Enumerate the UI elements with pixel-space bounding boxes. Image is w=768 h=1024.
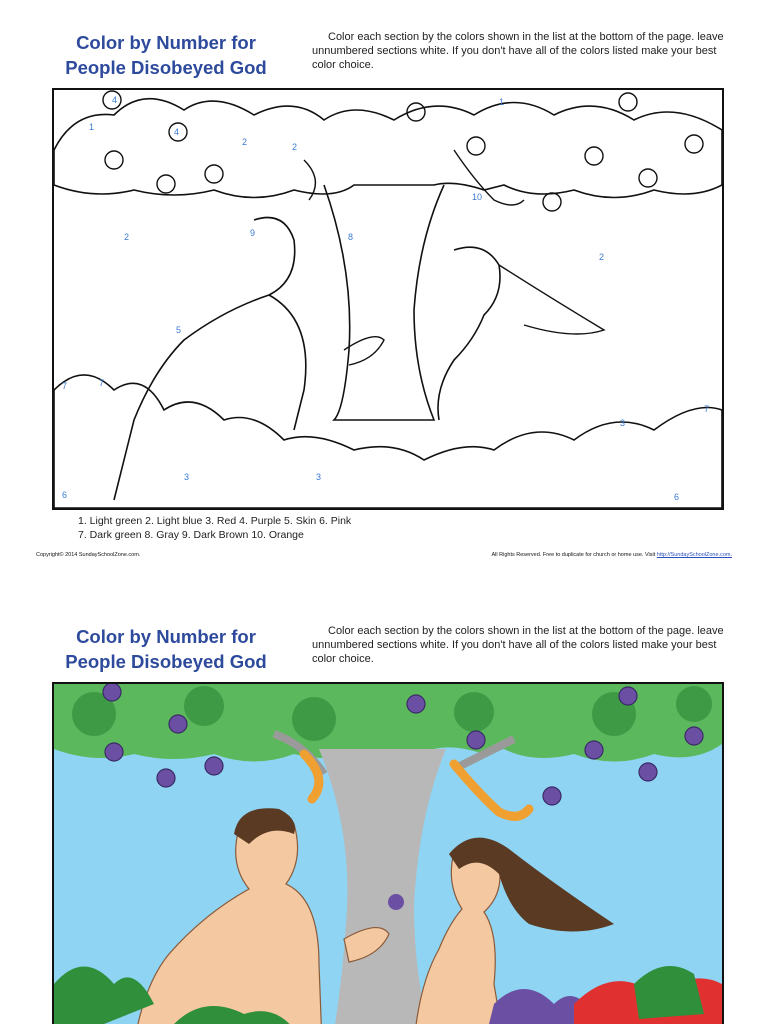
area-number: 1 [499, 97, 505, 107]
area-number: 2 [124, 232, 130, 242]
area-number: 9 [250, 228, 256, 238]
area-number: 1 [89, 122, 95, 132]
area-number: 5 [176, 325, 182, 335]
line-art-illustration [54, 90, 722, 508]
area-number: 2 [599, 252, 605, 262]
area-number: 3 [184, 472, 190, 482]
website-link[interactable]: http://SundaySchoolZone.com. [656, 552, 732, 558]
instructions [312, 624, 732, 666]
line-art-frame [52, 88, 724, 510]
area-number: 6 [62, 490, 68, 500]
rights-text [492, 552, 733, 558]
color-legend [78, 514, 351, 542]
title-line-1: Color by Number for [76, 626, 256, 647]
title-line-2: People Disobeyed God [65, 57, 267, 78]
area-number: 2 [242, 137, 248, 147]
copyright-text: Copyright© 2014 SundaySchoolZone.com. [36, 552, 141, 558]
worksheet-colored [0, 594, 768, 1024]
area-number: 4 [174, 127, 180, 137]
colored-illustration [54, 684, 722, 1024]
instructions-text: Color each section by the colors shown in the list at the bottom of the page. leave unnumbered sections white. If you don't have all of the colors listed make your best color choice. [312, 625, 724, 665]
area-number: 6 [674, 492, 680, 502]
area-number: 3 [316, 472, 322, 482]
area-number: 8 [348, 232, 354, 242]
worksheet-title [36, 624, 296, 674]
area-number: 7 [99, 378, 105, 388]
worksheet-title [36, 30, 296, 80]
area-number: 3 [620, 418, 626, 428]
rights-label: All Rights Reserved. Free to duplicate for church or home use. Visit [491, 552, 657, 558]
legend-line-2: 7. Dark green 8. Gray 9. Dark Brown 10. Orange [78, 529, 304, 541]
instructions-text: Color each section by the colors shown in the list at the bottom of the page. leave unnumbered sections white. If you don't have all of the colors listed make your best color choice. [312, 31, 724, 71]
instructions [312, 30, 732, 72]
area-number: 10 [472, 192, 483, 202]
title-line-2: People Disobeyed God [65, 651, 267, 672]
area-number: 7 [62, 381, 68, 391]
legend-line-1: 1. Light green 2. Light blue 3. Red 4. Purple 5. Skin 6. Pink [78, 515, 352, 527]
area-number: 4 [112, 95, 118, 105]
colored-picture-frame [52, 682, 724, 1024]
title-line-1: Color by Number for [76, 32, 256, 53]
area-number: 7 [704, 404, 710, 414]
area-number: 2 [292, 142, 298, 152]
